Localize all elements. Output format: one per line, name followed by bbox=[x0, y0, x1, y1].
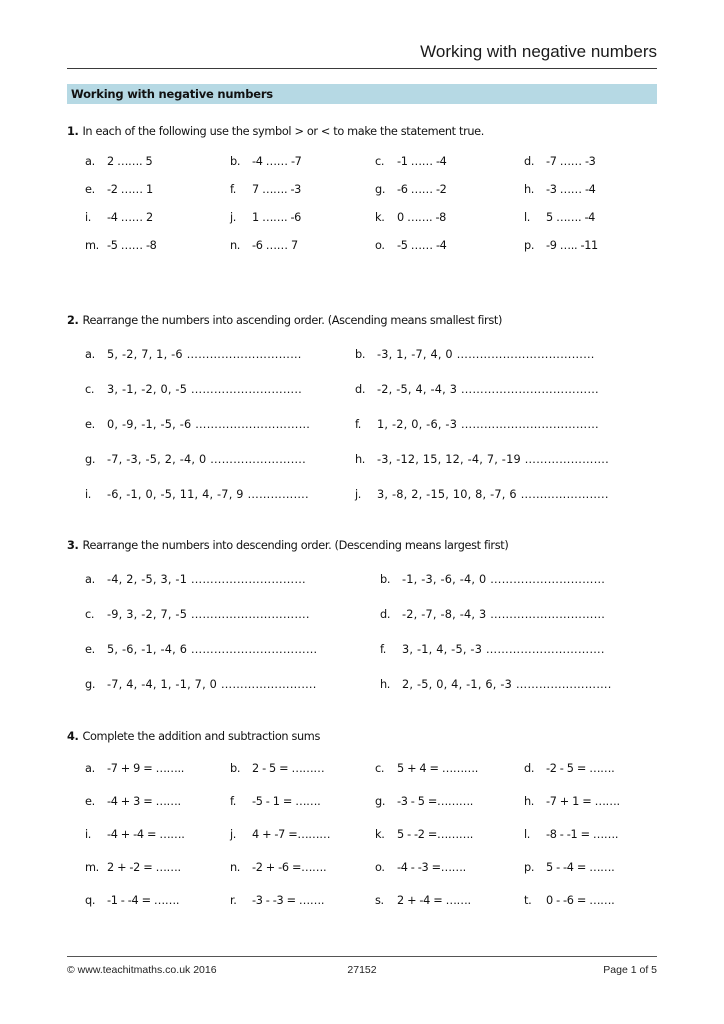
item-label: h. bbox=[355, 453, 366, 466]
item-text: -6 …… -2 bbox=[397, 183, 447, 196]
question-2 bbox=[67, 313, 667, 521]
item-text: -3, -12, 15, 12, -4, 7, -19 …………………. bbox=[377, 453, 609, 466]
item-text: 5, -2, 7, 1, -6 ………………………… bbox=[107, 348, 302, 361]
worksheet-title: Working with negative numbers bbox=[71, 87, 273, 101]
item-text: -2 - 5 = ……. bbox=[546, 762, 615, 775]
question-4-item-s[interactable] bbox=[375, 892, 471, 909]
item-label: d. bbox=[380, 608, 391, 621]
item-label: h. bbox=[380, 678, 391, 691]
question-1-item-o[interactable] bbox=[375, 237, 447, 254]
item-text: 2 - 5 = ……… bbox=[252, 762, 325, 775]
item-label: i. bbox=[85, 211, 92, 224]
item-label: m. bbox=[85, 861, 99, 874]
question-4-item-f[interactable] bbox=[230, 793, 320, 810]
item-text: 2 ……. 5 bbox=[107, 155, 153, 168]
item-text: -3 - -3 = ……. bbox=[252, 894, 325, 907]
item-text: -3 …… -4 bbox=[546, 183, 596, 196]
item-label: c. bbox=[375, 155, 385, 168]
item-label: m. bbox=[85, 239, 99, 252]
item-text: -6 …… 7 bbox=[252, 239, 298, 252]
item-text: 5 ……. -4 bbox=[546, 211, 596, 224]
item-label: p. bbox=[524, 239, 535, 252]
item-label: j. bbox=[355, 488, 362, 501]
question-3-item-g[interactable] bbox=[85, 676, 317, 693]
question-4-row bbox=[67, 859, 667, 892]
question-1-item-n[interactable] bbox=[230, 237, 298, 254]
question-2-item-j[interactable] bbox=[355, 486, 609, 503]
question-2-item-h[interactable] bbox=[355, 451, 609, 468]
item-label: l. bbox=[524, 211, 531, 224]
item-text: 3, -1, 4, -5, -3 …………………………. bbox=[402, 643, 605, 656]
footer-document-id: 27152 bbox=[347, 964, 377, 976]
item-text: -7, 4, -4, 1, -1, 7, 0 ……………………. bbox=[107, 678, 317, 691]
question-4-item-j[interactable] bbox=[230, 826, 330, 843]
item-label: s. bbox=[375, 894, 384, 907]
question-4-item-n[interactable] bbox=[230, 859, 326, 876]
item-label: e. bbox=[85, 643, 95, 656]
item-text: 3, -1, -2, 0, -5 ……………………….. bbox=[107, 383, 302, 396]
item-label: q. bbox=[85, 894, 96, 907]
question-3 bbox=[67, 538, 667, 711]
question-3-item-c[interactable] bbox=[85, 606, 310, 623]
document-header-title: Working with negative numbers bbox=[420, 42, 657, 61]
question-2-item-i[interactable] bbox=[85, 486, 309, 503]
question-1-number: 1. bbox=[67, 125, 79, 138]
question-4-row bbox=[67, 793, 667, 826]
question-1-item-k[interactable] bbox=[375, 209, 446, 226]
item-text: -8 - -1 = ……. bbox=[546, 828, 619, 841]
item-label: c. bbox=[85, 383, 95, 396]
question-3-row bbox=[67, 571, 667, 606]
item-label: t. bbox=[524, 894, 532, 907]
question-3-item-f[interactable] bbox=[380, 641, 605, 658]
item-text: 5 - -4 = ……. bbox=[546, 861, 615, 874]
document-footer bbox=[67, 962, 657, 980]
question-2-heading bbox=[67, 313, 667, 328]
question-2-item-f[interactable] bbox=[355, 416, 599, 433]
item-text: -4 - -3 =……. bbox=[397, 861, 466, 874]
item-text: 1 ……. -6 bbox=[252, 211, 302, 224]
question-2-row bbox=[67, 346, 667, 381]
question-4-number: 4. bbox=[67, 730, 79, 743]
item-text: 3, -8, 2, -15, 10, 8, -7, 6 ………………….. bbox=[377, 488, 609, 501]
document-header bbox=[67, 42, 657, 62]
question-4-item-e[interactable] bbox=[85, 793, 181, 810]
question-4-item-o[interactable] bbox=[375, 859, 466, 876]
question-2-item-e[interactable] bbox=[85, 416, 310, 433]
item-label: k. bbox=[375, 828, 385, 841]
question-1-row bbox=[67, 209, 667, 237]
item-label: d. bbox=[355, 383, 366, 396]
question-4-item-g[interactable] bbox=[375, 793, 473, 810]
item-text: -7 …… -3 bbox=[546, 155, 596, 168]
item-label: g. bbox=[375, 795, 386, 808]
item-text: 5 + 4 = ………. bbox=[397, 762, 478, 775]
item-label: a. bbox=[85, 155, 95, 168]
item-label: o. bbox=[375, 239, 385, 252]
question-1 bbox=[67, 124, 667, 265]
item-label: e. bbox=[85, 795, 95, 808]
question-3-item-h[interactable] bbox=[380, 676, 612, 693]
question-4-item-r[interactable] bbox=[230, 892, 324, 909]
item-text: -7 + 1 = ……. bbox=[546, 795, 620, 808]
item-text: -2 …… 1 bbox=[107, 183, 153, 196]
item-text: 1, -2, 0, -6, -3 ……………………………… bbox=[377, 418, 599, 431]
question-2-prompt: Rearrange the numbers into ascending order. (Ascending means smallest first) bbox=[82, 314, 503, 327]
question-3-row bbox=[67, 676, 667, 711]
item-label: j. bbox=[230, 828, 237, 841]
item-text: -9 ….. -11 bbox=[546, 239, 598, 252]
footer-copyright: © www.teachitmaths.co.uk 2016 bbox=[67, 964, 217, 976]
question-3-row bbox=[67, 641, 667, 676]
item-text: -1 - -4 = ……. bbox=[107, 894, 180, 907]
item-label: b. bbox=[230, 155, 241, 168]
item-text: 2 + -2 = ……. bbox=[107, 861, 181, 874]
item-label: r. bbox=[230, 894, 237, 907]
question-4-item-i[interactable] bbox=[85, 826, 184, 843]
question-1-item-f[interactable] bbox=[230, 181, 301, 198]
item-label: a. bbox=[85, 573, 95, 586]
item-text: -4 …… 2 bbox=[107, 211, 153, 224]
question-1-item-d[interactable] bbox=[524, 153, 596, 170]
question-1-row bbox=[67, 237, 667, 265]
question-1-heading bbox=[67, 124, 667, 139]
item-text: -4, 2, -5, 3, -1 ………………………… bbox=[107, 573, 306, 586]
item-label: a. bbox=[85, 348, 95, 361]
question-4-item-h[interactable] bbox=[524, 793, 620, 810]
item-label: g. bbox=[375, 183, 386, 196]
footer-page-number: Page 1 of 5 bbox=[603, 964, 657, 976]
item-label: c. bbox=[375, 762, 385, 775]
item-label: i. bbox=[85, 828, 92, 841]
item-text: -2, -7, -8, -4, 3 ………………………… bbox=[402, 608, 606, 621]
item-text: 4 + -7 =……… bbox=[252, 828, 331, 841]
question-3-item-a[interactable] bbox=[85, 571, 306, 588]
question-4 bbox=[67, 729, 667, 925]
question-1-row bbox=[67, 153, 667, 181]
question-1-item-m[interactable] bbox=[85, 237, 157, 254]
item-text: 5 - -2 =………. bbox=[397, 828, 474, 841]
question-2-number: 2. bbox=[67, 314, 79, 327]
question-1-prompt: In each of the following use the symbol > or < to make the statement true. bbox=[82, 125, 485, 138]
question-4-item-q[interactable] bbox=[85, 892, 179, 909]
item-label: b. bbox=[230, 762, 241, 775]
item-label: a. bbox=[85, 762, 95, 775]
question-4-item-t[interactable] bbox=[524, 892, 614, 909]
item-text: -1 …… -4 bbox=[397, 155, 447, 168]
item-label: j. bbox=[230, 211, 237, 224]
question-1-item-p[interactable] bbox=[524, 237, 598, 254]
question-4-item-c[interactable] bbox=[375, 760, 478, 777]
question-2-row bbox=[67, 381, 667, 416]
item-label: o. bbox=[375, 861, 385, 874]
question-4-row bbox=[67, 760, 667, 793]
question-4-prompt: Complete the addition and subtraction sums bbox=[82, 730, 320, 743]
question-3-number: 3. bbox=[67, 539, 79, 552]
item-text: 0, -9, -1, -5, -6 ………………………… bbox=[107, 418, 311, 431]
question-2-item-c[interactable] bbox=[85, 381, 302, 398]
question-3-item-e[interactable] bbox=[85, 641, 317, 658]
item-label: h. bbox=[524, 795, 535, 808]
question-4-heading bbox=[67, 729, 667, 744]
question-1-item-l[interactable] bbox=[524, 209, 595, 226]
item-label: d. bbox=[524, 155, 535, 168]
question-1-item-h[interactable] bbox=[524, 181, 596, 198]
item-text: -2, -5, 4, -4, 3 ……………………………… bbox=[377, 383, 599, 396]
item-text: -5 - 1 = ……. bbox=[252, 795, 321, 808]
question-4-item-k[interactable] bbox=[375, 826, 473, 843]
item-text: -5 …… -4 bbox=[397, 239, 447, 252]
question-1-item-e[interactable] bbox=[85, 181, 153, 198]
question-4-item-a[interactable] bbox=[85, 760, 184, 777]
item-label: g. bbox=[85, 678, 96, 691]
item-text: -4 + -4 = ……. bbox=[107, 828, 185, 841]
question-3-prompt: Rearrange the numbers into descending order. (Descending means largest first) bbox=[82, 539, 509, 552]
question-1-row bbox=[67, 181, 667, 209]
item-label: k. bbox=[375, 211, 385, 224]
item-text: -7 + 9 = …….. bbox=[107, 762, 184, 775]
question-2-item-d[interactable] bbox=[355, 381, 599, 398]
item-label: g. bbox=[85, 453, 96, 466]
question-1-item-c[interactable] bbox=[375, 153, 447, 170]
item-label: f. bbox=[380, 643, 387, 656]
item-label: n. bbox=[230, 861, 241, 874]
question-2-item-b[interactable] bbox=[355, 346, 595, 363]
item-text: -1, -3, -6, -4, 0 ………………………… bbox=[402, 573, 606, 586]
question-4-item-b[interactable] bbox=[230, 760, 324, 777]
item-text: -4 …… -7 bbox=[252, 155, 302, 168]
item-text: 0 - -6 = ……. bbox=[546, 894, 615, 907]
item-text: -2 + -6 =……. bbox=[252, 861, 327, 874]
question-3-item-b[interactable] bbox=[380, 571, 605, 588]
footer-divider bbox=[67, 956, 657, 957]
item-label: h. bbox=[524, 183, 535, 196]
question-1-item-b[interactable] bbox=[230, 153, 302, 170]
item-text: 7 ……. -3 bbox=[252, 183, 302, 196]
item-text: -3, 1, -7, 4, 0 ……………………………… bbox=[377, 348, 595, 361]
item-text: -7, -3, -5, 2, -4, 0 ……………………. bbox=[107, 453, 306, 466]
question-1-item-i[interactable] bbox=[85, 209, 153, 226]
header-divider bbox=[67, 68, 657, 69]
question-4-row bbox=[67, 892, 667, 925]
item-text: 0 ……. -8 bbox=[397, 211, 447, 224]
item-label: f. bbox=[230, 795, 237, 808]
item-text: -6, -1, 0, -5, 11, 4, -7, 9 ……………. bbox=[107, 488, 309, 501]
question-2-row bbox=[67, 416, 667, 451]
question-4-item-l[interactable] bbox=[524, 826, 618, 843]
item-text: -4 + 3 = ……. bbox=[107, 795, 181, 808]
question-3-row bbox=[67, 606, 667, 641]
item-text: 2 + -4 = ……. bbox=[397, 894, 471, 907]
item-label: f. bbox=[230, 183, 237, 196]
item-label: f. bbox=[355, 418, 362, 431]
item-label: b. bbox=[355, 348, 366, 361]
item-text: -3 - 5 =………. bbox=[397, 795, 474, 808]
question-2-item-g[interactable] bbox=[85, 451, 306, 468]
item-label: e. bbox=[85, 183, 95, 196]
question-4-item-p[interactable] bbox=[524, 859, 614, 876]
question-3-item-d[interactable] bbox=[380, 606, 605, 623]
item-label: n. bbox=[230, 239, 241, 252]
item-label: d. bbox=[524, 762, 535, 775]
question-4-row bbox=[67, 826, 667, 859]
question-1-item-g[interactable] bbox=[375, 181, 447, 198]
item-label: l. bbox=[524, 828, 531, 841]
item-label: e. bbox=[85, 418, 95, 431]
question-3-heading bbox=[67, 538, 667, 553]
item-label: i. bbox=[85, 488, 92, 501]
item-label: b. bbox=[380, 573, 391, 586]
question-2-row bbox=[67, 486, 667, 521]
question-2-row bbox=[67, 451, 667, 486]
worksheet-title-band bbox=[67, 84, 657, 104]
item-text: -9, 3, -2, 7, -5 …………………………. bbox=[107, 608, 310, 621]
question-1-item-a[interactable] bbox=[85, 153, 152, 170]
question-1-item-j[interactable] bbox=[230, 209, 301, 226]
question-4-item-d[interactable] bbox=[524, 760, 614, 777]
item-text: 5, -6, -1, -4, 6 …………………………… bbox=[107, 643, 318, 656]
item-text: 2, -5, 0, 4, -1, 6, -3 ……………………. bbox=[402, 678, 612, 691]
question-2-item-a[interactable] bbox=[85, 346, 302, 363]
question-4-item-m[interactable] bbox=[85, 859, 181, 876]
item-label: p. bbox=[524, 861, 535, 874]
item-label: c. bbox=[85, 608, 95, 621]
item-text: -5 …… -8 bbox=[107, 239, 157, 252]
